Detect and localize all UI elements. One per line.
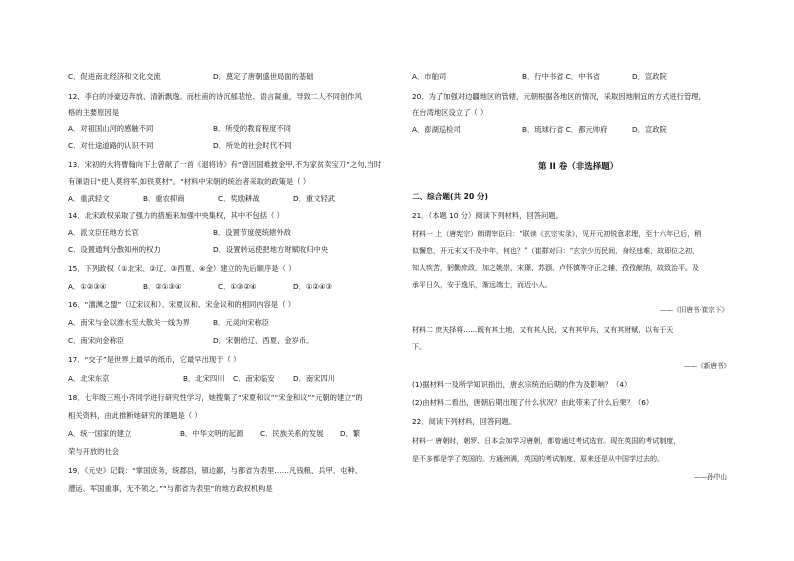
q15-stem: 15．下列政权（①北宋、②辽、③西夏、④金）建立的先后顺序是（ ） [68,264,296,273]
material-3-line-2: 是不多都是学了英国的。方通洲满，英国的考试制度，原来还是从中国学过去的。 [412,455,664,463]
q21-sub-1: (1)据材料一及所学知识指出，唐玄宗统治后期的作为及影响？（4） [412,380,632,389]
q15-option-b: B．②①③④ [143,282,182,291]
q16-option-d: D．宋朝给辽、西夏、金岁币。 [213,336,314,345]
q20-stem-2: 在台湾地区设立了（ ） [412,108,488,117]
q19-stem-2: 漕运、军国重事，无不领之。”“与都省为表里”的地方政权机构是 [68,484,273,493]
q17-option-b: B．北宋四川 [183,374,225,383]
q12-stem-2: 格的主要原因是 [68,108,120,117]
q20-stem-1: 20．为了加强对边疆地区的管辖，元朝根据各地区的情况，采取因地制宜的方式进行管理， [412,92,706,101]
q11-option-c: C．促进南北经济和文化交流 [68,72,161,81]
q19-option-d: D．宣政院 [632,72,667,81]
q13-option-b: B．重农抑商 [143,194,185,203]
q16-stem: 16．“澶渊之盟”（辽宋议和）、宋夏议和、宋金议和的相同内容是（ ） [68,300,296,309]
q13-stem-2: 有谏语曰“使人莫将军,如铁莫材”。“材料中宋朝的统治者采取的政策是（ ） [68,177,311,186]
q18-option-d: D．繁 [340,429,361,438]
q12-option-d: D．所处的社会时代不同 [213,141,292,150]
q18-option-b: B．中华文明的起源 [180,429,244,438]
q15-option-c: C．①③②④ [218,282,257,291]
q14-option-c: C．设置通判分散知州的权力 [68,245,161,254]
q21-sub-2: (2)由材料二看出，唐朝后期出现了什么状况？由此带来了什么后果？（6） [412,398,654,407]
q16-option-c: C．南宋向金称臣 [68,336,125,345]
material-2-line-1: 材料二 庶夫择将……既有其土地，又有其人民，又有其甲兵，又有其财赋，以布于天 [412,326,674,334]
q18-option-a: A．统一国家的建立 [68,429,132,438]
q13-option-c: C．奖励耕战 [218,194,260,203]
q14-option-d: D．设置转运使把地方财赋收归中央 [213,245,329,254]
material-2-source: ——《新唐书》 [684,362,731,370]
q18-stem-2: 相关资料，由此推断她研究的课题是（ ） [68,411,202,420]
material-1-line-2: 似懈怠，开元末又不及中年，何也？”（崔群对曰：“玄宗少历民间，身经迍难，故即位之初， [412,247,700,255]
q12-option-b: B．所受的教育程度不同 [213,124,291,133]
q12-option-c: C．对仕途道路的认识不同 [68,141,154,150]
q19-stem-1: 19．《元史》记载：“掌国庶务，统郡县，镇边鄙，与都省为表里……凡钱粮、兵甲、屯种、 [68,466,362,475]
q13-option-a: A．重武轻文 [68,194,110,203]
material-3-line-1: 材料一 唐朝时，朝罗、日本会加学习唐朝，都曾通过考试选官。现在英国的考试制度， [412,437,681,445]
q20-option-d: D．宣政院 [632,125,667,134]
material-1-line-3: 知人疾苦，躬勤庶政，加之姚崇、宋璟、苏颋、卢怀慎等守正之辅，孜孜献纳，故致治平。及 [412,264,699,272]
q12-option-a: A．对祖国山河的感触不同 [68,124,154,133]
q15-option-a: A．①②③④ [68,282,107,291]
q20-option-bc: B．琉球行省 C．都元帅府 [522,125,608,134]
volume-title: 第 II 卷（非选择题） [538,162,619,172]
q13-stem-1: 13．宋初的大将曹翰向下上曾献了一首《退将诗》有“曾因国难披金甲,不为家贫卖宝刀”之句,当时 [68,160,382,169]
section-title: 二、综合题(共 20 分) [412,192,488,201]
material-1-source: ——《旧唐书·崔宗下》 [660,306,729,314]
q11-option-d: D．奠定了唐朝盛世局面的基础 [213,72,314,81]
q20-option-a: A．澎湖巡检司 [412,125,461,134]
q17-stem: 17．“交子”是世界上最早的纸币，它最早出现于（ ） [68,355,241,364]
q15-option-d: D．①②④③ [293,282,333,291]
q17-option-a: A．北宋东京 [68,374,110,383]
q19-option-a: A．市舶司 [412,72,447,81]
material-1-line-1: 材料一 上（唐宪宗）朗谓宰臣曰：“联读《玄宗实录》，见开元初锐意求理，至十六年已后，稍 [412,230,702,238]
q14-stem: 14．北宋政权采取了强力的措施来加强中央集权，其中不包括（ ） [68,211,284,220]
q16-option-b: B．元灵向宋称臣 [213,318,270,327]
material-1-line-4: 承平日久，安于逸乐，渐远端士，而近小人。 [412,281,552,289]
q18-option-c: C．民族关系的发展 [260,429,324,438]
q19-option-bc: B．行中书省 C．中书省 [522,72,601,81]
material-2-line-2: 下。 [412,343,426,351]
q14-option-a: A．派文臣任地方长官 [68,228,139,237]
q18-option-d-cont: 荣与开放的社会 [68,447,120,456]
q17-option-c: C．南宋临安 [233,374,275,383]
q21-heading: 21．（本题 10 分）阅读下列材料，回答问题。 [412,211,563,220]
q17-option-d: D．南宋四川 [293,374,336,383]
q14-option-b: B．设置节度使统辖外敌 [213,228,291,237]
material-3-source: ——孙中山 [694,473,727,481]
q16-option-a: A．南宋与金以淮水至大散关一线为界 [68,318,190,327]
q18-stem-1: 18．七年级三班小齐同学进行研究性学习，她搜集了“宋夏和议”“宋金和议”“元朝的建立”的 [68,393,363,402]
q22-heading: 22．阅读下列材料，回答问题。 [412,417,517,426]
q12-stem-1: 12．李白的诗豪迈奔放、清新飘逸。而杜甫的诗沉郁悲怆、语言凝重，导致二人不同创作风 [68,92,362,101]
q13-option-d: D．重文轻武 [293,194,336,203]
